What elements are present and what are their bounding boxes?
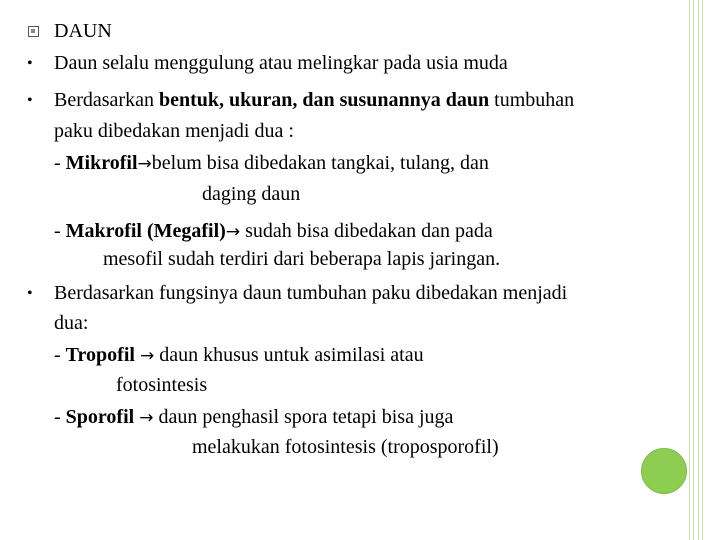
checkbox-bullet-icon: [28, 26, 39, 37]
bullet-text-3: Berdasarkan fungsinya daun tumbuhan paku dibedakan menjadi: [54, 282, 568, 304]
sub-item-makrofil-cont: mesofil sudah terdiri dari beberapa lapis jaringan.: [103, 248, 501, 270]
arrow-right-icon: →: [139, 408, 154, 428]
term-tropofil: Tropofil: [65, 344, 135, 366]
arrow-right-icon: →: [139, 346, 155, 366]
term-sporofil: Sporofil: [65, 406, 135, 428]
bullet-text-1: Daun selalu menggulung atau melingkar pada usia muda: [54, 52, 508, 74]
bullet-dot-icon: •: [27, 55, 33, 72]
bold-phrase: bentuk, ukuran, dan susunannya daun: [158, 89, 490, 111]
sub-item-tropofil-cont: fotosintesis: [116, 374, 208, 396]
bullet-text-2-cont: paku dibedakan menjadi dua :: [54, 120, 294, 142]
decorative-frame-lines: [689, 0, 720, 540]
sub-item-makrofil: - Makrofil (Megafil)→ sudah bisa dibedakan dan pada: [54, 220, 493, 242]
bullet-dot-icon: •: [27, 285, 33, 302]
sub-item-sporofil: - Sporofil → daun penghasil spora tetapi bisa juga: [54, 406, 454, 428]
bullet-dot-icon: •: [27, 92, 33, 109]
sub-item-tropofil: - Tropofil → daun khusus untuk asimilasi atau: [54, 344, 424, 366]
sub-item-sporofil-cont: melakukan fotosintesis (troposporofil): [192, 436, 499, 458]
sub-item-mikrofil: - Mikrofil→belum bisa dibedakan tangkai, tulang, dan: [54, 152, 489, 174]
slide-heading: DAUN: [54, 20, 112, 42]
bullet-text-3-cont: dua:: [54, 312, 89, 334]
arrow-right-icon: →: [225, 222, 241, 242]
term-mikrofil: Mikrofil: [65, 152, 138, 174]
bullet-text-2: Berdasarkan bentuk, ukuran, dan susunannya daun tumbuhan: [54, 89, 575, 111]
sub-item-mikrofil-cont: daging daun: [202, 183, 301, 205]
arrow-right-icon: →: [137, 154, 152, 174]
term-makrofil: Makrofil (Megafil): [65, 220, 226, 242]
